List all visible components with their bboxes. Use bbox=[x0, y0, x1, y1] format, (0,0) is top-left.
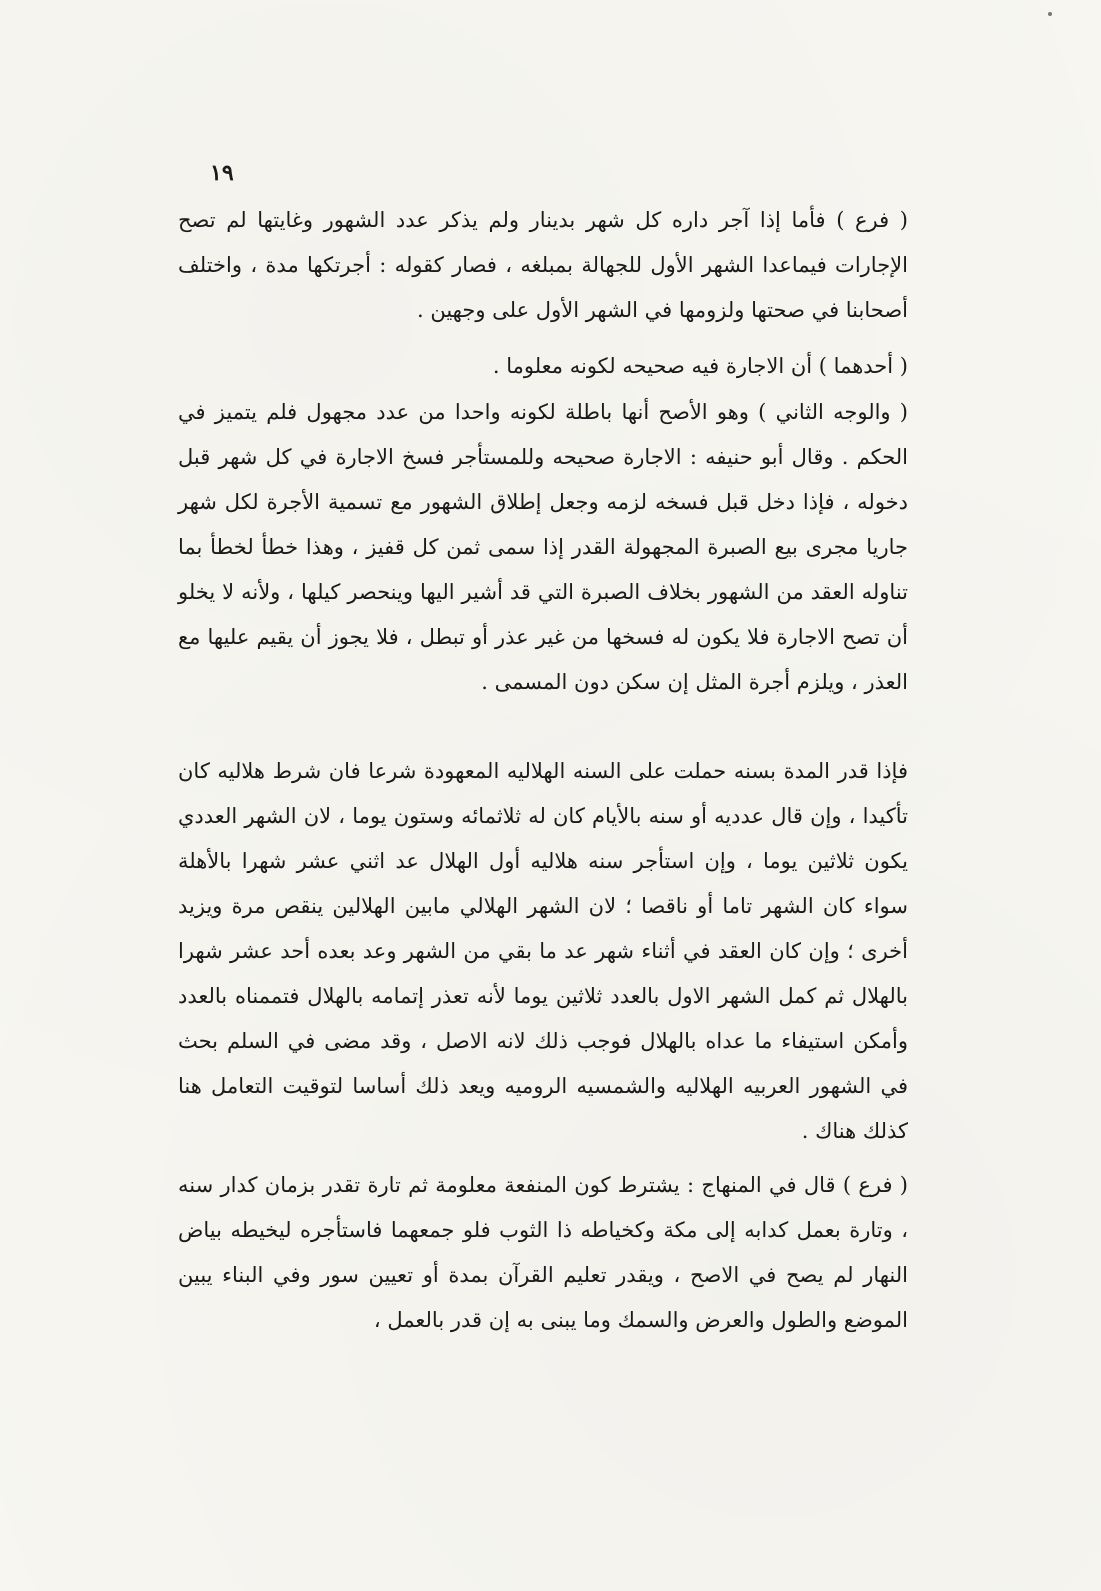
paragraph-text: ( أحدهما ) أن الاجارة فيه صحيحه لكونه معلوما . bbox=[492, 354, 908, 378]
paragraph-year-duration bbox=[178, 749, 908, 1154]
paragraph-text: ( والوجه الثاني ) وهو الأصح أنها باطلة لكونه واحدا من عدد مجهول فلم يتميز في الحكم . وقال أبو حنيفه : الاجارة صحيحه وللمستأجر فسخ الاجارة في كل شهر قبل دخوله ، فإذا دخل قبل فسخه لزمه وجعل إطلاق الشهور مع تسمية الأجرة لكل شهر جاريا مجرى بيع الصبرة المجهولة القدر إذا سمى ثمن كل قفيز ، وهذا خطأ لخطأ بما تناوله العقد من الشهور بخلاف الصبرة التي قد أشير اليها وينحصر كيلها ، ولأنه لا يخلو أن تصح الاجارة فلا يكون له فسخها من غير عذر أو تبطل ، فلا يجوز أن يقيم عليها مع العذر ، ويلزم أجرة المثل إن سكن دون المسمى . bbox=[178, 400, 909, 694]
paragraph-text: فإذا قدر المدة بسنه حملت على السنه الهلاليه المعهودة شرعا فان شرط هلاليه كان تأكيدا ، وإن قال عدديه أو سنه بالأيام كان له ثلاثمائه وستون يوما ، لان الشهر العددي يكون ثلاثين يوما ، وإن استأجر سنه هلاليه أول الهلال عد اثني عشر شهرا بالأهلة سواء كان الشهر تاما أو ناقصا ؛ لان الشهر الهلالي مابين الهلالين ينقص مرة ويزيد أخرى ؛ وإن كان العقد في أثناء شهر عد ما بقي من الشهر وعد بعده أحد عشر شهرا بالهلال ثم كمل الشهر الاول بالعدد ثلاثين يوما لأنه تعذر إتمامه بالهلال فتممناه بالعدد وأمكن استيفاء ما عداه بالهلال فوجب ذلك لانه الاصل ، وقد مضى في السلم بحث في الشهور العربيه الهلاليه والشمسيه الروميه ويعد ذلك أساسا لتوقيت التعامل هنا كذلك هناك . bbox=[178, 759, 908, 1143]
page-number: ١٩ bbox=[210, 160, 234, 186]
paragraph-first-view bbox=[178, 344, 908, 389]
paragraph-second-view bbox=[178, 390, 908, 705]
paragraph-text: ( فرع ) قال في المنهاج : يشترط كون المنفعة معلومة ثم تارة تقدر بزمان كدار سنه ، وتارة بعمل كدابه إلى مكة وكخياطه ذا الثوب فلو جمعهما فاستأجره ليخيطه بياض النهار لم يصح في الاصح ، ويقدر تعليم القرآن بمدة أو تعيين سور وفي البناء يبين الموضع والطول والعرض والسمك وما يبنى به إن قدر بالعمل ، bbox=[178, 1173, 908, 1332]
paragraph-text: ( فرع ) فأما إذا آجر داره كل شهر بدينار ولم يذكر عدد الشهور وغايتها لم تصح الإجارات فيماعدا الشهر الأول للجهالة بمبلغه ، فصار كقوله : أجرتكها مدة ، واختلف أصحابنا في صحتها ولزومها في الشهر الأول على وجهين . bbox=[178, 208, 908, 322]
paragraph-far-minhaj bbox=[178, 1163, 908, 1343]
corner-mark bbox=[1048, 12, 1052, 16]
paragraph-far-1 bbox=[178, 198, 908, 333]
